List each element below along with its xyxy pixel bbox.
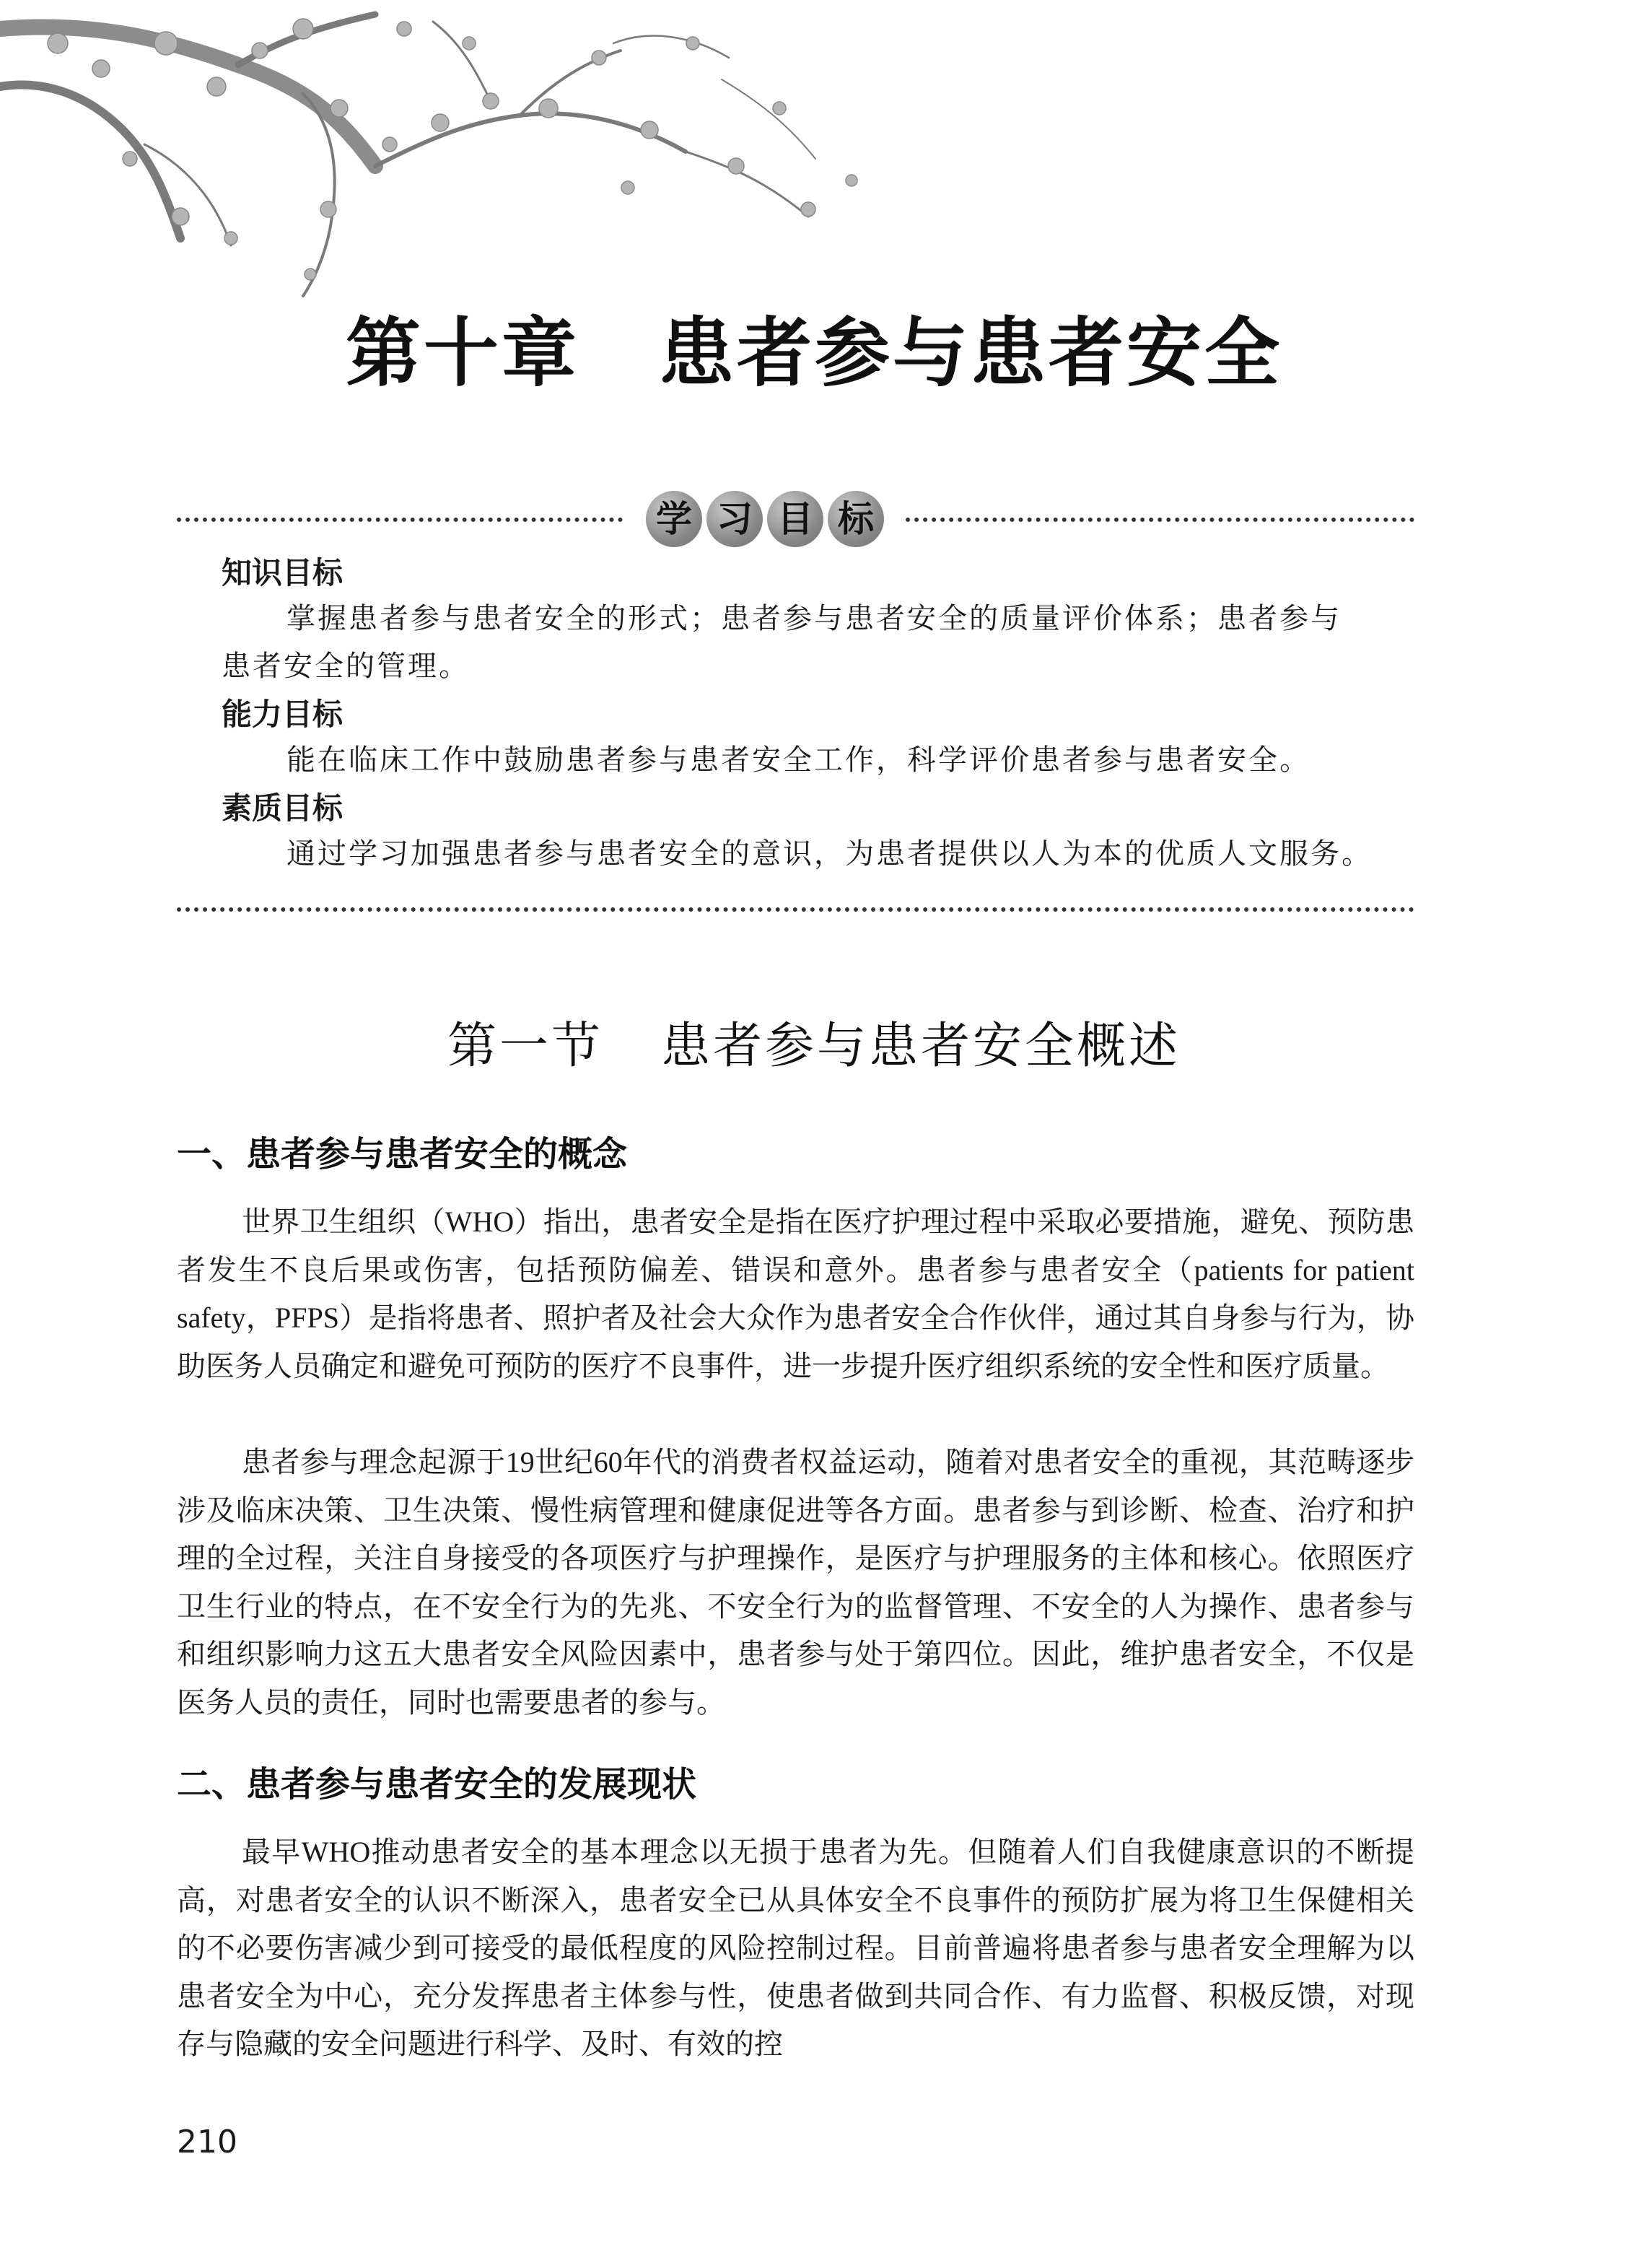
knowledge-objective-label: 知识目标 [222, 555, 343, 590]
ability-objective-text: 能在临床工作中鼓励患者参与患者安全工作，科学评价患者参与患者安全。 [286, 743, 1310, 777]
quality-objective-label: 素质目标 [222, 790, 343, 826]
learning-objectives-header [177, 491, 1414, 556]
quality-objective-text: 通过学习加强患者参与患者安全的意识，为患者提供以人为本的优质人文服务。 [286, 837, 1373, 871]
learning-objectives [177, 549, 1414, 878]
dotted-divider-right [906, 518, 1414, 522]
badge-char: 目 [767, 491, 823, 547]
knowledge-objective-text [222, 595, 1405, 690]
paragraph-development: 最早WHO推动患者安全的基本理念以无损于患者为先。但随着人们自我健康意识的不断提高，对患者安全的认识不断深入，患者安全已从具体安全不良事件的预防扩展为将卫生保健相关的不必要伤害减少到可接受的最低程度的风险控制过程。目前普遍将患者参与患者安全理解为以患者安全为中心，充分发挥患者主体参与性，使患者做到共同合作、有力监督、积极反馈，对现存与隐藏的安全问题进行科学、及时、有效的控 [177, 1836, 1414, 2060]
ability-objective-label: 能力目标 [222, 697, 343, 732]
dotted-divider-left [177, 518, 623, 522]
section-title [0, 1007, 1628, 1077]
badge-char: 学 [646, 491, 702, 547]
chapter-number: 第十章 [345, 308, 579, 397]
chapter-title [0, 292, 1628, 401]
paragraph-concept: 世界卫生组织（WHO）指出，患者安全是指在医疗护理过程中采取必要措施，避免、预防患者发生不良后果或伤害，包括预防偏差、错误和意外。患者参与患者安全（patients for patient safety，PFPS）是指将患者、照护者及社会大众作为患者安全合作伙伴，通过其自身参与行为，协助医务人员确定和避免可预防的医疗不良事件，进一步提升医疗组织系统的安全性和医疗质量。 [177, 1205, 1414, 1382]
badge-char: 习 [706, 491, 763, 547]
paragraph-origin: 患者参与理念起源于19世纪60年代的消费者权益运动，随着对患者安全的重视，其范畴逐步涉及临床决策、卫生决策、慢性病管理和健康促进等各方面。患者参与到诊断、检查、治疗和护理的全过程，关注自身接受的各项医疗与护理操作，是医疗与护理服务的主体和核心。依照医疗卫生行业的特点，在不安全行为的先兆、不安全行为的监督管理、不安全的人为操作、患者参与和组织影响力这五大患者安全风险因素中，患者参与处于第四位。因此，维护患者安全，不仅是医务人员的责任，同时也需要患者的参与。 [177, 1446, 1414, 1719]
page-number: 210 [177, 2124, 237, 2160]
knowledge-objective-line1: 掌握患者参与患者安全的形式；患者参与患者安全的质量评价体系；患者参与 [286, 602, 1342, 635]
plum-blossom-illustration [0, 0, 909, 303]
section-number: 第一节 [447, 1018, 603, 1075]
heading-concept: 一、患者参与患者安全的概念 [177, 1134, 628, 1174]
knowledge-objective-line2: 患者安全的管理。 [222, 650, 470, 683]
section-name: 患者参与患者安全概述 [661, 1018, 1181, 1075]
heading-development: 二、患者参与患者安全的发展现状 [177, 1764, 697, 1805]
chapter-name: 患者参与患者安全 [659, 308, 1283, 397]
badge-char: 标 [828, 491, 884, 547]
dotted-divider-bottom [177, 907, 1414, 912]
